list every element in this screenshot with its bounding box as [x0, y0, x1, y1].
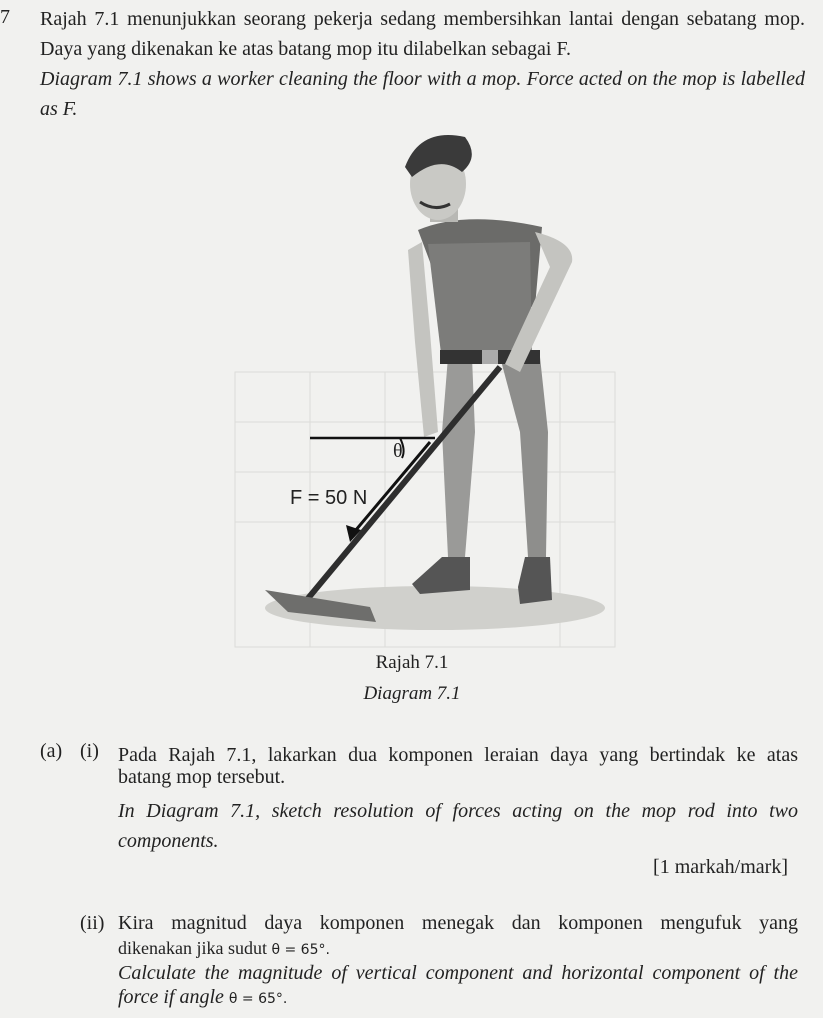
english-angle-value: θ = 65°.: [228, 991, 288, 1007]
intro-malay: Rajah 7.1 menunjukkan seorang pekerja sedang membersihkan lantai dengan sebatang mop. Daya yang dikenakan ke atas batang mop itu dilabelkan sebagai F.: [40, 8, 805, 60]
intro-english: Diagram 7.1 shows a worker cleaning the floor with a mop. Force acted on the mop is labelled as F.: [40, 68, 805, 120]
marks-text: [1 markah/mark]: [653, 856, 788, 878]
caption-malay: Rajah 7.1: [375, 652, 449, 673]
part-a-label: (a): [40, 740, 63, 762]
part-a-i-english: In Diagram 7.1, sketch resolution of forces acting on the mop rod into two components.: [118, 800, 798, 852]
force-label: F = 50 N: [290, 487, 368, 509]
english-line2-text: force if angle: [118, 986, 224, 1008]
question-number: 7: [0, 6, 10, 28]
part-a-i-malay-line1: Pada Rajah 7.1, lakarkan dua komponen leraian daya yang bertindak ke atas: [118, 744, 798, 766]
diagram-figure: [180, 132, 650, 652]
malay-line2-text: dikenakan jika sudut: [118, 938, 267, 958]
malay-angle-value: θ = 65°.: [271, 942, 330, 958]
part-a-i-malay-line2: batang mop tersebut.: [118, 766, 286, 788]
part-a-ii-malay-line2: [118, 938, 330, 959]
angle-label: θ: [393, 440, 403, 462]
caption-english: Diagram 7.1: [363, 683, 461, 704]
part-a-i-marks: [600, 856, 788, 879]
worker-head: [405, 135, 472, 222]
part-a-ii-label: (ii): [80, 912, 105, 934]
worker-mop-illustration: [180, 132, 650, 652]
part-a-ii-english-line1: Calculate the magnitude of vertical component and horizontal component of the: [118, 962, 798, 984]
part-a-ii-english-line2: [118, 986, 287, 1009]
part-a-i-label: (i): [80, 740, 99, 762]
part-a-ii-malay-line1: Kira magnitud daya komponen menegak dan komponen mengufuk yang: [118, 912, 798, 934]
